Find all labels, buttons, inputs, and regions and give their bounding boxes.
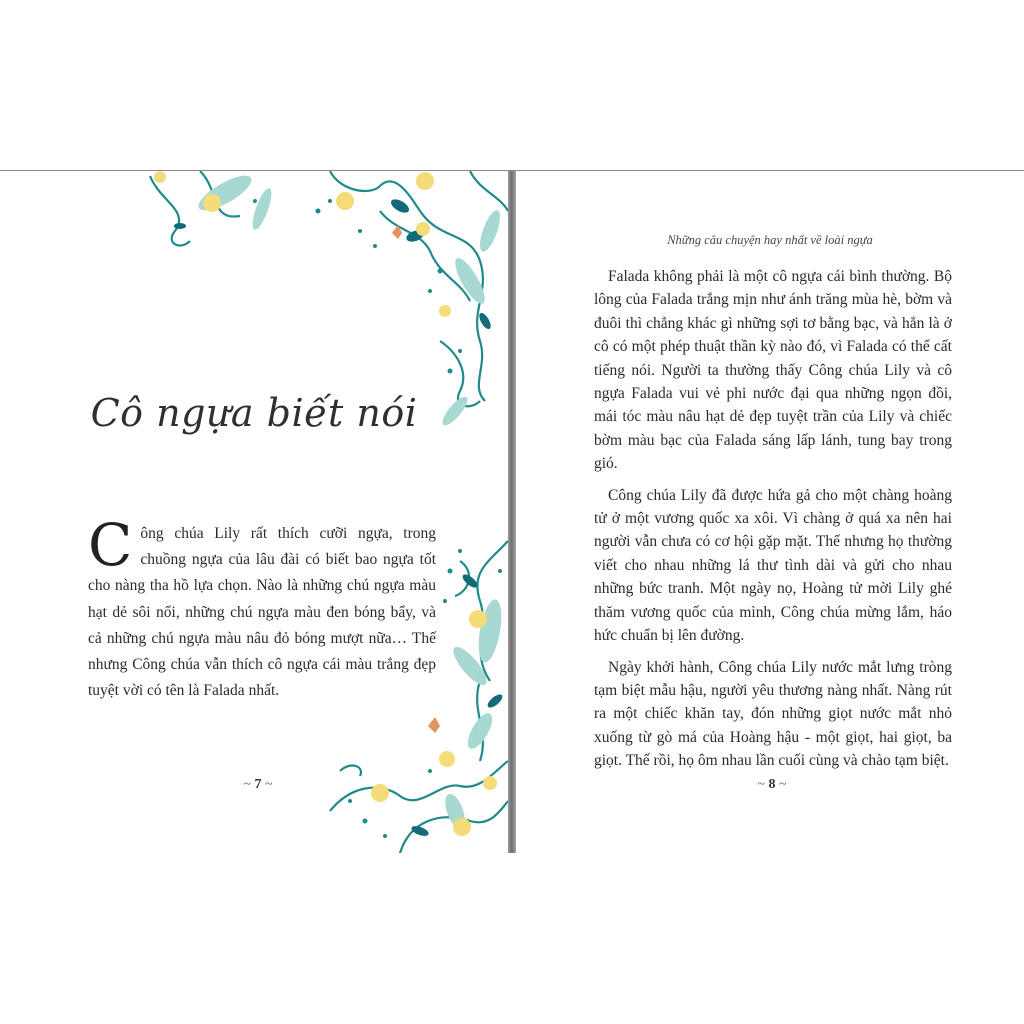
left-body-text <box>88 511 436 704</box>
book-gutter <box>508 171 516 853</box>
bottom-leaves <box>441 598 505 831</box>
right-page <box>516 171 1024 853</box>
floral-vine-decoration <box>0 171 508 853</box>
paragraph: Công chúa Lily đã được hứa gả cho một chàng hoàng tử ở một vương quốc xa xôi. Vì chàng ở quá xa nên hai người vẫn chưa có cơ hội gặp mặt. Thế nhưng họ thường viết cho nhau những lá thư tình dài và gửi cho nhau những bức tranh. Một ngày nọ, Hoàng tử mời Lily ghé thăm vương quốc của mình, Công chúa mừng lắm, háo hức chuẩn bị lên đường. <box>594 486 952 645</box>
left-page <box>0 171 508 853</box>
ornament-right-icon: ~ <box>265 777 273 792</box>
top-dots <box>253 199 462 374</box>
drop-cap: C <box>88 511 133 579</box>
ornament-left-icon: ~ <box>757 777 765 792</box>
paragraph: Falada không phải là một cô ngựa cái bình thường. Bộ lông của Falada trắng mịn như ánh trăng mùa hè, bờm và đuôi thì chẳng khác gì những sợi tơ bằng bạc, và hẳn là ở cô có một phép thuật thần kỳ nào đó, vì Falada có thể cất tiếng nói. Người ta thường thấy Công chúa Lily và cô ngựa Falada vui vẻ phi nước đại qua những ngọn đồi, mái tóc màu nâu hạt dẻ đẹp tuyệt trần của Lily và chiếc bờm màu bạc của Falada sáng lấp lánh, tung bay trong gió. <box>594 268 952 473</box>
page-number-right <box>712 777 832 793</box>
chapter-title: Cô ngựa biết nói <box>90 391 418 435</box>
book-spread <box>0 171 1024 853</box>
running-head: Những câu chuyện hay nhất về loài ngựa <box>667 233 873 247</box>
ornament-right-icon: ~ <box>779 777 787 792</box>
butterfly-icon <box>428 717 440 733</box>
right-body-text <box>594 265 952 781</box>
ornament-left-icon: ~ <box>243 777 251 792</box>
left-paragraph: ông chúa Lily rất thích cưỡi ngựa, trong chuồng ngựa của lâu đài có biết bao ngựa tốt cho nàng tha hồ lựa chọn. Nào là những chú ngựa màu hạt dẻ sôi nổi, những chú ngựa màu đen bóng bẩy, và cả những chú ngựa màu nâu đỏ bóng mượt nữa… Thế nhưng Công chúa vẫn thích cô ngựa cái màu trắng đẹp tuyệt vời có tên là Falada nhất. <box>88 525 436 700</box>
page-number-value: 7 <box>254 777 262 792</box>
paragraph: Ngày khởi hành, Công chúa Lily nước mắt lưng tròng tạm biệt mẫu hậu, người yêu thương nàng nhất. Nàng rút ra một chiếc khăn tay, đón những giọt nước mắt nhỏ xuống từ gò má của Hoàng hậu - một giọt, hai giọt, ba giọt. Thế rồi, họ ôm nhau lần cuối cùng và chào tạm biệt. <box>594 658 952 770</box>
page-number-left <box>198 777 318 793</box>
top-leaves <box>194 171 504 429</box>
page-number-value: 8 <box>768 777 776 792</box>
